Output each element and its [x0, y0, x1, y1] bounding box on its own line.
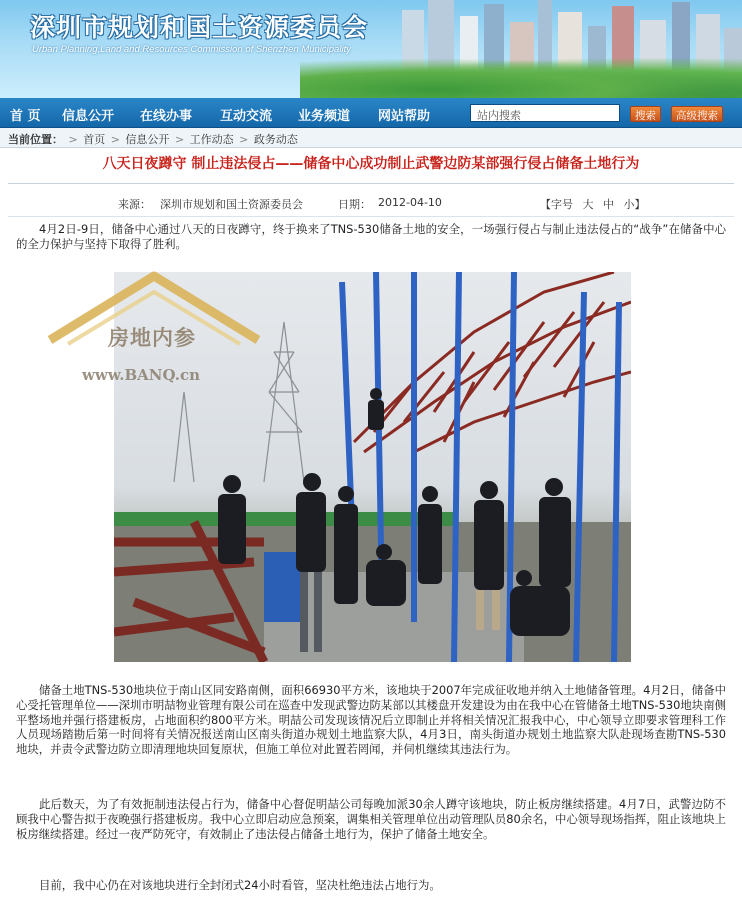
article-title: 八天日夜蹲守 制止违法侵占——储备中心成功制止武警边防某部强行侵占储备土地行为 — [102, 156, 640, 172]
site-subtitle: Urban Planning,Land and Resources Commission of Shenzhen Municipality — [32, 44, 351, 55]
font-size-small-button[interactable]: 小】 — [623, 198, 646, 211]
date-value: 2012-04-10 — [378, 196, 442, 209]
nav-item-interact[interactable]: 互动交流 — [220, 109, 273, 124]
search-button[interactable]: 搜索 — [630, 106, 661, 122]
article-paragraph: 此后数天，为了有效扼制违法侵占行为，储备中心督促明喆公司每晚加派30余人蹲守该地块，防止板房继续搭建。4月7日，武警边防不顾我中心警告拟于夜晚强行搭建板房。我中心立即启动应急预案，调集相关管理单位出动管理队员80余名，中心领导现场指挥，阻止该地块上板房继续搭建。经过一夜严防死守，有效制止了违法侵占储备土地行为，保护了储备土地安全。 — [16, 797, 726, 841]
date-label: 日期： — [338, 198, 371, 211]
font-size-controls — [540, 196, 652, 212]
nav-item-help[interactable]: 网站帮助 — [378, 109, 431, 124]
breadcrumb-work[interactable]: 工作动态 — [189, 133, 234, 146]
nav-item-info[interactable]: 信息公开 — [62, 109, 115, 124]
breadcrumb-home[interactable]: 首页 — [83, 133, 106, 146]
font-size-medium-button[interactable]: 中 — [603, 198, 614, 211]
article-paragraph: 储备土地TNS-530地块位于南山区同安路南侧，面积66930平方米，该地块于2007年完成征收地并纳入土地储备管理。4月2日，储备中心受托管理单位——深圳市明喆物业管理有限公司在巡查中发现武警边防某部以其楼盘开发建设为由在我中心在管储备土地TNS-530地块南侧平整场地并强行搭建板房，占地面积约800平方米。明喆公司发现该情况后立即制止并将相关情况汇报我中心，中心领导立即要求管理科工作人员现场踏勘后第一时间将有关情况报送南山区南头街道办规划土地监察大队，4月3日，南头街道办规划土地监察大队赴现场查勘TNS-530地块，并责令武警边防立即清理地块回复原状，但施工单位对此置若罔闻，并伺机继续其违法行为。 — [16, 683, 726, 757]
nav-item-business[interactable]: 业务频道 — [298, 109, 351, 124]
breadcrumb-sep: > — [239, 133, 249, 146]
article-paragraph: 4月2日-9日，储备中心通过八天的日夜蹲守，终于换来了TNS-530储备土地的安全，一场强行侵占与制止违法侵占的“战争”在储备中心的全力保护与坚持下取得了胜利。 — [16, 222, 726, 251]
advanced-search-button[interactable]: 高级搜索 — [671, 106, 723, 122]
article-meta — [8, 192, 734, 214]
watermark-title: 房地内参 — [108, 325, 196, 350]
nav-item-home[interactable]: 首 页 — [10, 109, 41, 124]
font-size-label: 【字号 — [540, 198, 573, 211]
divider — [8, 216, 734, 217]
breadcrumb-gov[interactable]: 政务动态 — [253, 133, 298, 146]
breadcrumb-label: 当前位置： — [8, 133, 63, 146]
search-input[interactable]: 站内搜索 — [470, 104, 620, 122]
source-label: 来源： — [118, 198, 151, 211]
breadcrumb — [0, 128, 742, 148]
source-value: 深圳市规划和国土资源委员会 — [160, 198, 303, 211]
divider — [8, 183, 734, 184]
breadcrumb-info[interactable]: 信息公开 — [125, 133, 170, 146]
nav-item-online[interactable]: 在线办事 — [140, 109, 193, 124]
site-banner — [0, 0, 742, 98]
article-paragraph: 目前，我中心仍在对该地块进行全封闭式24小时看管，坚决杜绝违法占地行为。 — [39, 878, 441, 892]
trees-decoration — [300, 58, 742, 98]
main-nav — [0, 98, 742, 128]
breadcrumb-sep: > — [174, 133, 185, 146]
breadcrumb-sep: > — [68, 133, 78, 146]
font-size-large-button[interactable]: 大 — [582, 198, 594, 211]
site-title: 深圳市规划和国土资源委员会 — [30, 13, 369, 42]
watermark-url: www.BANQ.cn — [82, 366, 201, 384]
breadcrumb-sep: > — [110, 133, 120, 146]
